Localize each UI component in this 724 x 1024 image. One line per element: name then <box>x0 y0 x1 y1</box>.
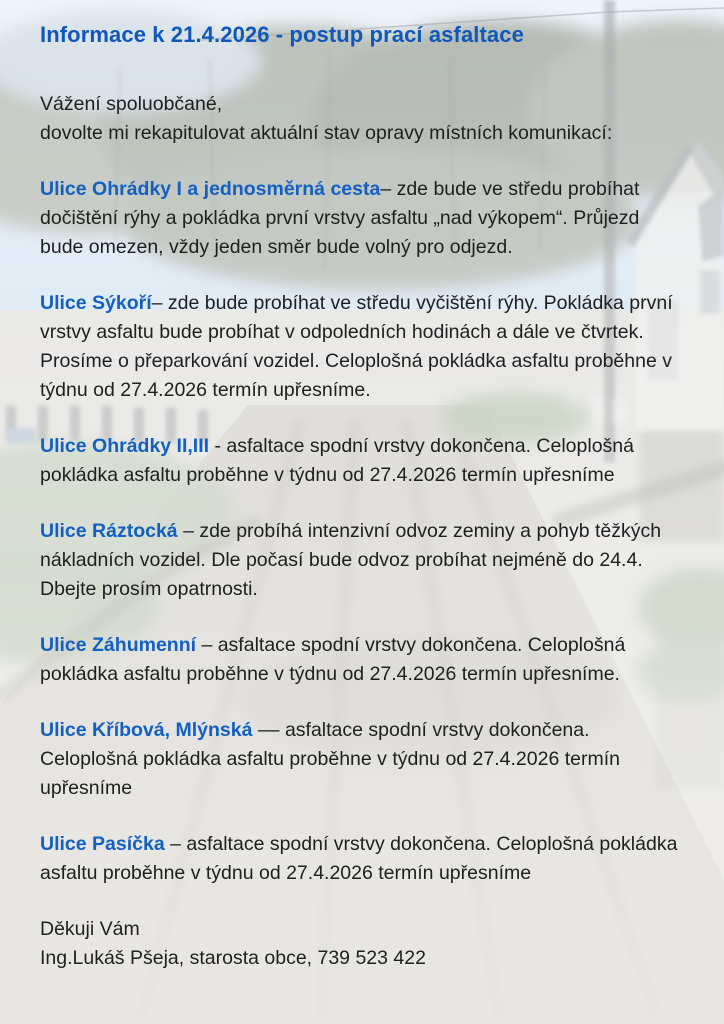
street-name: Ulice Kříbová, Mlýnská <box>40 719 253 741</box>
signature-block <box>40 915 700 973</box>
street-name: Ulice Záhumenní <box>40 634 197 656</box>
street-paragraph-zahumenni <box>40 631 685 689</box>
street-paragraph-ohradky-2-3 <box>40 432 685 490</box>
paragraph-text: – zde probíhá intenzivní odvoz zeminy a pohyb těžkých nákladních vozidel. Dle počasí bude odvoz probíhat nejméně do 24.4. Dbejte prosím opatrnosti. <box>40 520 662 600</box>
street-paragraph-kribova-mlynska <box>40 716 685 803</box>
street-paragraph-ohradky-1 <box>40 175 685 262</box>
intro-greeting: Vážení spoluobčané, <box>40 93 223 115</box>
street-name: Ulice Sýkoří <box>40 292 152 314</box>
flyer-content <box>40 22 702 973</box>
thanks-line: Děkuji Vám <box>40 918 140 940</box>
page-title: Informace k 21.4.2026 - postup prací asfaltace <box>40 22 524 47</box>
street-paragraph-pasicka <box>40 830 685 888</box>
street-name: Ulice Pasíčka <box>40 833 165 855</box>
paragraph-text: –– asfaltace spodní vrstvy dokončena. Celoplošná pokládka asfaltu proběhne v týdnu od 27.4.2026 termín upřesníme <box>40 719 620 799</box>
paragraph-text: – asfaltace spodní vrstvy dokončena. Celoplošná pokládka asfaltu proběhne v týdnu od 27.4.2026 termín upřesníme <box>40 833 678 884</box>
street-name: Ulice Ohrádky I a jednosměrná cesta <box>40 178 381 200</box>
paragraph-text: – zde bude ve středu probíhat dočištění rýhy a pokládka první vrstvy asfaltu „nad výkopem“. Průjezd bude omezen, vždy jeden směr bude volný pro odjezd. <box>40 178 640 258</box>
intro-lead: dovolte mi rekapitulovat aktuální stav opravy místních komunikací: <box>40 122 613 144</box>
street-name: Ulice Ohrádky II,III <box>40 435 210 457</box>
paragraph-text: – asfaltace spodní vrstvy dokončena. Celoplošná pokládka asfaltu proběhne v týdnu od 27.4.2026 termín upřesníme. <box>40 634 626 685</box>
intro-paragraph <box>40 90 700 148</box>
street-paragraph-raztocka <box>40 517 685 604</box>
street-name: Ulice Ráztocká <box>40 520 178 542</box>
paragraph-text: - asfaltace spodní vrstvy dokončena. Celoplošná pokládka asfaltu proběhne v týdnu od 27.4.2026 termín upřesníme <box>40 435 634 486</box>
street-paragraph-sykori <box>40 289 685 405</box>
paragraph-text: – zde bude probíhat ve středu vyčištění rýhy. Pokládka první vrstvy asfaltu bude probíhat v odpoledních hodinách a dále ve čtvrtek. Prosíme o přeparkování vozidel. Celoplošná pokládka asfaltu proběhne v týdnu od 27.4.2026 termín upřesníme. <box>40 292 673 401</box>
signature-line: Ing.Lukáš Pšeja, starosta obce, 739 523 422 <box>40 947 426 969</box>
